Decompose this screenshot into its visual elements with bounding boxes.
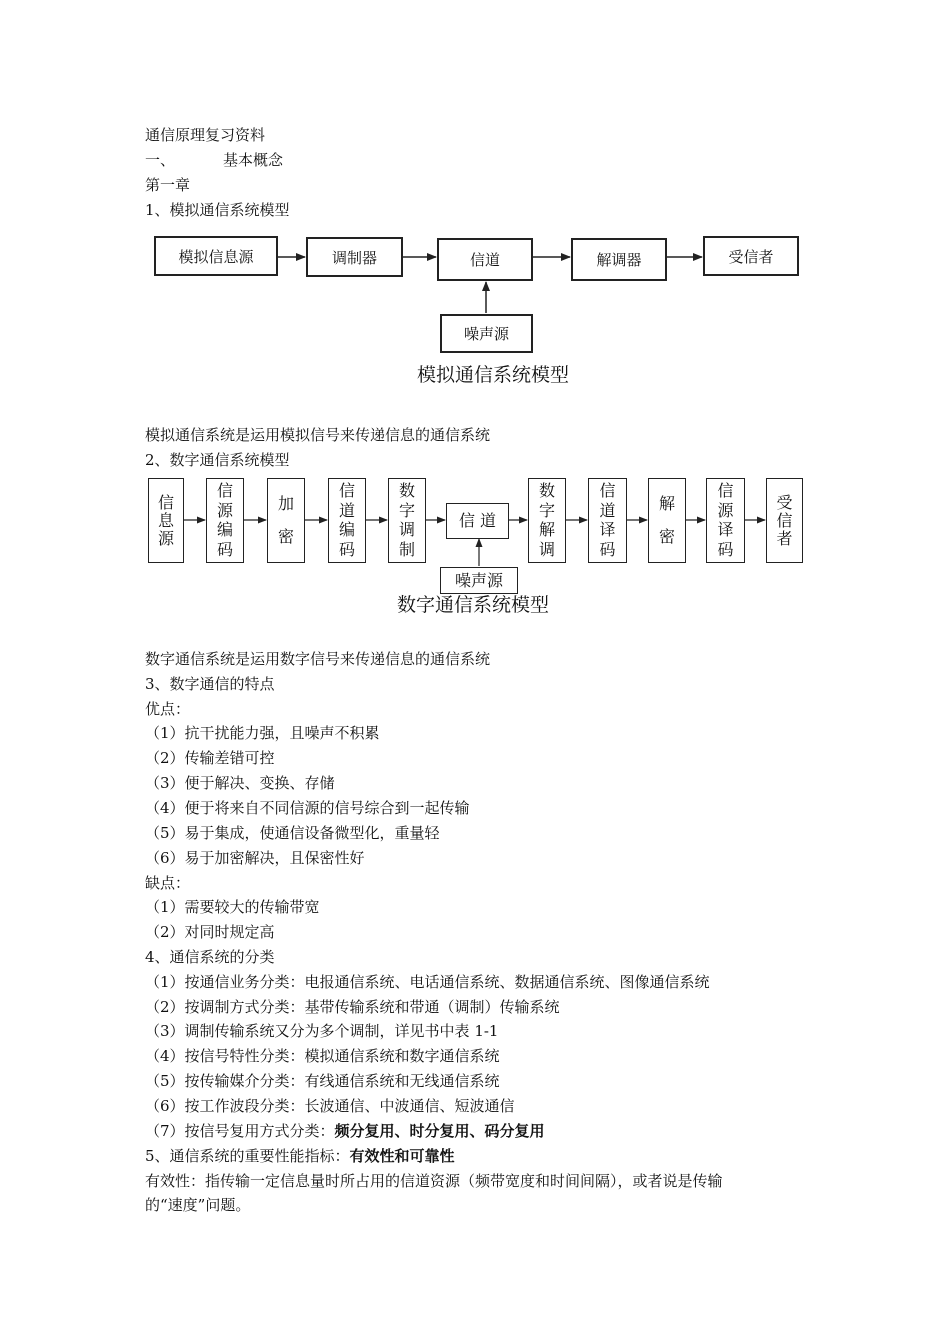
- class7-emphasis: 频分复用、时分复用、码分复用: [334, 1122, 545, 1140]
- list-item: （6）易于加密解决，且保密性好: [145, 849, 365, 867]
- list-item: （2）按调制方式分类：基带传输系统和带通（调制）传输系统: [145, 998, 560, 1016]
- item-digital-features: 3、数字通信的特点: [145, 675, 275, 693]
- analog-box-modulator: 调制器: [306, 237, 403, 277]
- list-item: （1）需要较大的传输带宽: [145, 898, 320, 916]
- digital-box-source-coding: 信 源 编 码: [206, 478, 244, 563]
- list-item: （2）对同时规定高: [145, 923, 275, 941]
- digital-box-receiver: 受 信 者: [766, 478, 803, 563]
- list-item: （5）按传输媒介分类：有线通信系统和无线通信系统: [145, 1072, 500, 1090]
- disadvantages-label: 缺点：: [145, 874, 191, 892]
- digital-box-channel-decoding: 信 道 译 码: [588, 478, 627, 563]
- item5-prefix: 5、通信系统的重要性能指标：: [145, 1147, 350, 1165]
- item5-emphasis: 有效性和可靠性: [349, 1147, 455, 1165]
- class7-prefix: （7）按信号复用方式分类：: [145, 1122, 335, 1140]
- digital-box-modulation: 数 字 调 制: [388, 478, 426, 563]
- advantages-label: 优点：: [145, 700, 191, 718]
- effectiveness-line-2: 的“速度”问题。: [145, 1196, 251, 1214]
- list-item: （2）传输差错可控: [145, 749, 275, 767]
- item-digital-model: 2、数字通信系统模型: [145, 451, 290, 469]
- item-performance: [145, 1145, 455, 1167]
- list-item: （1）按通信业务分类：电报通信系统、电话通信系统、数据通信系统、图像通信系统: [145, 973, 710, 991]
- section-title: 基本概念: [223, 151, 284, 169]
- list-item: （3）调制传输系统又分为多个调制，详见书中表 1-1: [145, 1022, 499, 1040]
- digital-box-demodulation: 数 字 解 调: [528, 478, 566, 563]
- list-item: （3）便于解决、变换、存储: [145, 774, 335, 792]
- digital-box-channel: 信 道: [446, 503, 509, 539]
- list-item: （1）抗干扰能力强，且噪声不积累: [145, 724, 380, 742]
- digital-box-encryption: 加 密: [267, 478, 305, 563]
- section-number: 一、: [145, 151, 176, 169]
- list-item: （4）便于将来自不同信源的信号综合到一起传输: [145, 799, 470, 817]
- list-item: （5）易于集成，使通信设备微型化，重量轻: [145, 824, 440, 842]
- digital-box-source-decoding: 信 源 译 码: [706, 478, 745, 563]
- analog-box-noise: 噪声源: [440, 314, 533, 353]
- analog-description: 模拟通信系统是运用模拟信号来传递信息的通信系统: [145, 426, 491, 444]
- document-title: 通信原理复习资料: [145, 126, 266, 144]
- digital-diagram-caption: 数字通信系统模型: [397, 594, 550, 616]
- list-item: （6）按工作波段分类：长波通信、中波通信、短波通信: [145, 1097, 515, 1115]
- digital-description: 数字通信系统是运用数字信号来传递信息的通信系统: [145, 650, 491, 668]
- analog-box-source: 模拟信息源: [154, 236, 278, 276]
- analog-box-receiver: 受信者: [703, 236, 799, 276]
- effectiveness-line-1: 有效性：指传输一定信息量时所占用的信道资源（频带宽度和时间间隔），或者说是传输: [145, 1172, 723, 1190]
- item-analog-model: 1、模拟通信系统模型: [145, 201, 290, 219]
- list-item: （4）按信号特性分类：模拟通信系统和数字通信系统: [145, 1047, 500, 1065]
- list-item: [145, 1120, 545, 1142]
- analog-box-channel: 信道: [437, 238, 533, 281]
- analog-diagram-caption: 模拟通信系统模型: [417, 364, 570, 386]
- digital-box-noise: 噪声源: [440, 567, 518, 594]
- chapter-heading: 第一章: [145, 176, 191, 194]
- analog-box-demodulator: 解调器: [571, 238, 667, 281]
- digital-box-source: 信 息 源: [148, 478, 184, 563]
- digital-box-channel-coding: 信 道 编 码: [328, 478, 366, 563]
- item-classification: 4、通信系统的分类: [145, 948, 275, 966]
- digital-box-decryption: 解 密: [648, 478, 686, 563]
